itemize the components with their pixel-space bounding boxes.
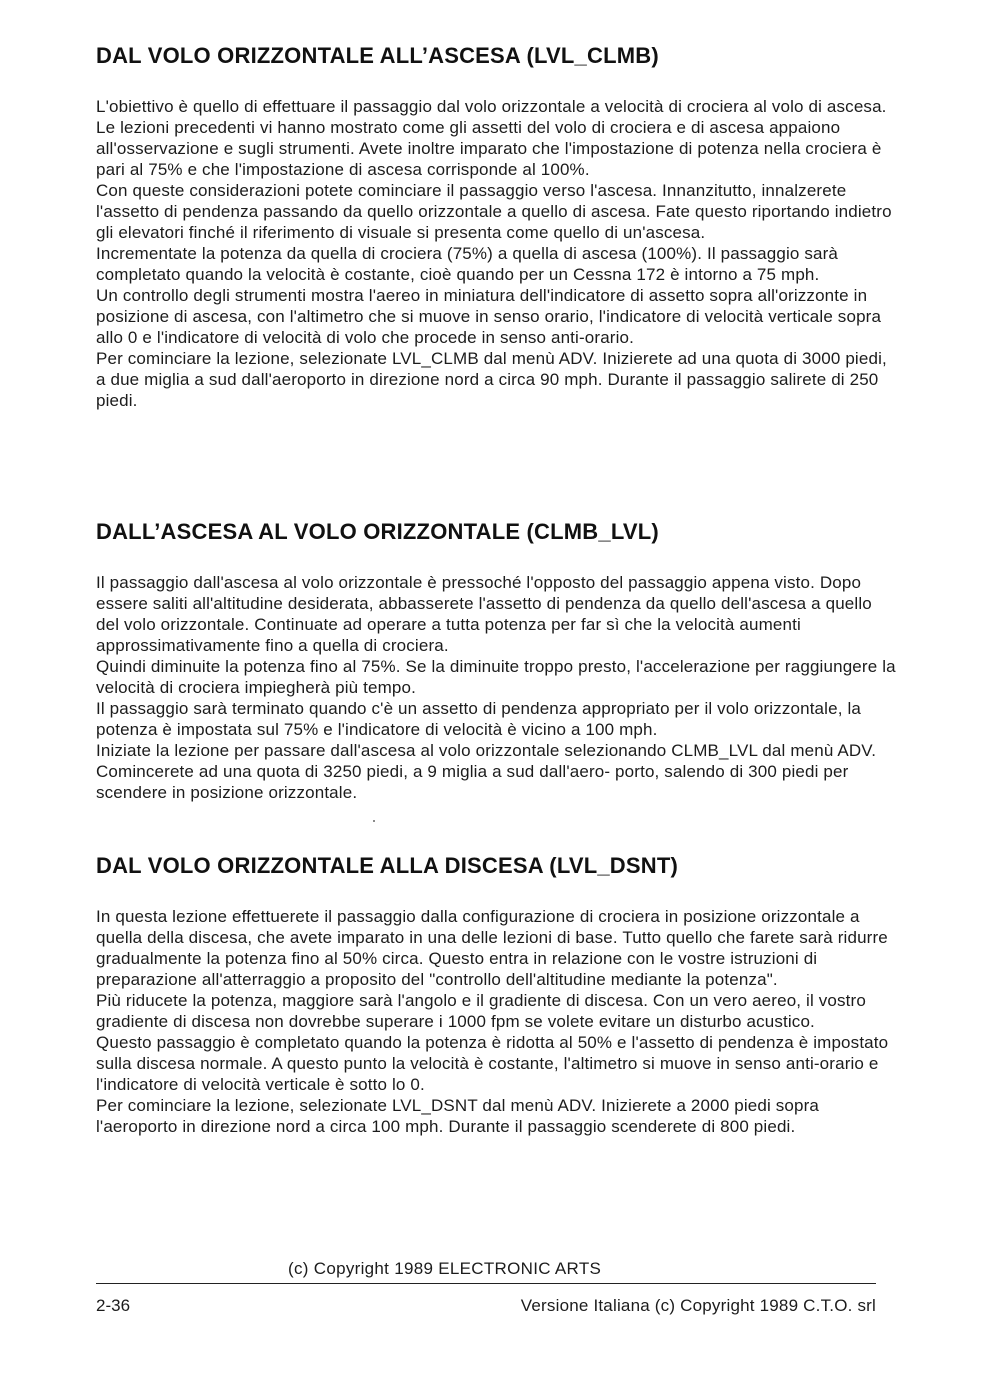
section-lvl-dsnt (96, 852, 896, 1137)
paragraph: Iniziate la lezione per passare dall'ascesa al volo orizzontale selezionando CLMB_LVL dal menù ADV. Comincerete ad una quota di 3250 piedi, a 9 miglia a sud dall'aero- porto, salendo di 300 piedi per scendere in posizione orizzontale. (96, 741, 877, 802)
paragraph: Incrementate la potenza da quella di crociera (75%) a quella di ascesa (100%). Il passaggio sarà completato quando la velocità è costante, cioè quando per un Cessna 172 è intorno a 75 mph. (96, 244, 839, 284)
page-number: 2-36 (96, 1296, 131, 1315)
paragraph: Il passaggio dall'ascesa al volo orizzontale è pressoché l'opposto del passaggio appena visto. Dopo essere saliti all'altitudine desiderata, abbasserete l'assetto di pendenza da quello dell'ascesa a quello del volo orizzontale. Continuate ad operare a tutta potenza per far sì che la velocità aumenti approssimativamente fino a quella di crociera. (96, 573, 872, 655)
paragraph: Con queste considerazioni potete cominciare il passaggio verso l'ascesa. Innanzitutto, innalzerete l'assetto di pendenza passando da quello orizzontale a quello di ascesa. Fate questo riportando indietro gli elevatori finché il riferimento di visuale si presenta come quello di un'ascesa. (96, 181, 892, 242)
paragraph: Più riducete la potenza, maggiore sarà l'angolo e il gradiente di discesa. Con un vero aereo, il vostro gradiente di discesa non dovrebbe superare i 1000 fpm se volete evitare un disturbo acustico. (96, 991, 866, 1031)
version-credit: Versione Italiana (c) Copyright 1989 C.T.O. srl (520, 1296, 876, 1315)
paragraph: Per cominciare la lezione, selezionate LVL_CLMB dal menù ADV. Inizierete ad una quota di 3000 piedi, a due miglia a sud dall'aeroporto in direzione nord a circa 90 mph. Durante il passaggio salirete di 250 piedi. (96, 349, 887, 410)
section-lvl-clmb (96, 42, 896, 411)
section-clmb-lvl (96, 518, 896, 803)
scan-speck (373, 820, 375, 822)
paragraph: Il passaggio sarà terminato quando c'è un assetto di pendenza appropriato per il volo orizzontale, la potenza è impostata sul 75% e l'indicatore di velocità è vicino a 100 mph. (96, 699, 861, 739)
section-heading: DAL VOLO ORIZZONTALE ALL’ASCESA (LVL_CLMB) (96, 43, 659, 68)
paragraph: Quindi diminuite la potenza fino al 75%. Se la diminuite troppo presto, l'accelerazione per raggiungere la velocità di crociera impiegherà più tempo. (96, 657, 896, 697)
paragraph: Questo passaggio è completato quando la potenza è ridotta al 50% e l'assetto di pendenza è impostato sulla discesa normale. A questo punto la velocità è costante, l'altimetro si muove in senso anti-orario e l'indicatore di velocità verticale è sotto lo 0. (96, 1033, 889, 1094)
section-heading: DALL’ASCESA AL VOLO ORIZZONTALE (CLMB_LVL) (96, 519, 659, 544)
paragraph: Per cominciare la lezione, selezionate LVL_DSNT dal menù ADV. Inizierete a 2000 piedi sopra l'aeroporto in direzione nord a circa 100 mph. Durante il passaggio scenderete di 800 piedi. (96, 1096, 820, 1136)
paragraph: Un controllo degli strumenti mostra l'aereo in miniatura dell'indicatore di assetto sopra all'orizzonte in posizione di ascesa, con l'altimetro che si muove in senso orario, l'indicatore di velocità verticale sopra allo 0 e l'indicatore di velocità di volo che procede in senso anti-orario. (96, 286, 882, 347)
copyright-line: (c) Copyright 1989 ELECTRONIC ARTS (288, 1259, 602, 1278)
paragraph: L'obiettivo è quello di effettuare il passaggio dal volo orizzontale a velocità di crociera al volo di ascesa. Le lezioni precedenti vi hanno mostrato come gli assetti del volo di crociera e di ascesa appaiono all'osservazione e sugli strumenti. Avete inoltre imparato che l'impostazione di potenza nella crociera è pari al 75% e che l'impostazione di ascesa corrisponde al 100%. (96, 97, 887, 179)
paragraph: In questa lezione effettuerete il passaggio dalla configurazione di crociera in posizione orizzontale a quella della discesa, che avete imparato in una delle lezioni di base. Tutto quello che farete sarà ridurre gradualmente la potenza fino al 50% circa. Questo entra in relazione con le vostre istruzioni di preparazione all'atterraggio a proposito del "controllo dell'altitudine mediante la potenza". (96, 907, 888, 989)
section-heading: DAL VOLO ORIZZONTALE ALLA DISCESA (LVL_DSNT) (96, 853, 679, 878)
footer-divider (96, 1283, 876, 1284)
